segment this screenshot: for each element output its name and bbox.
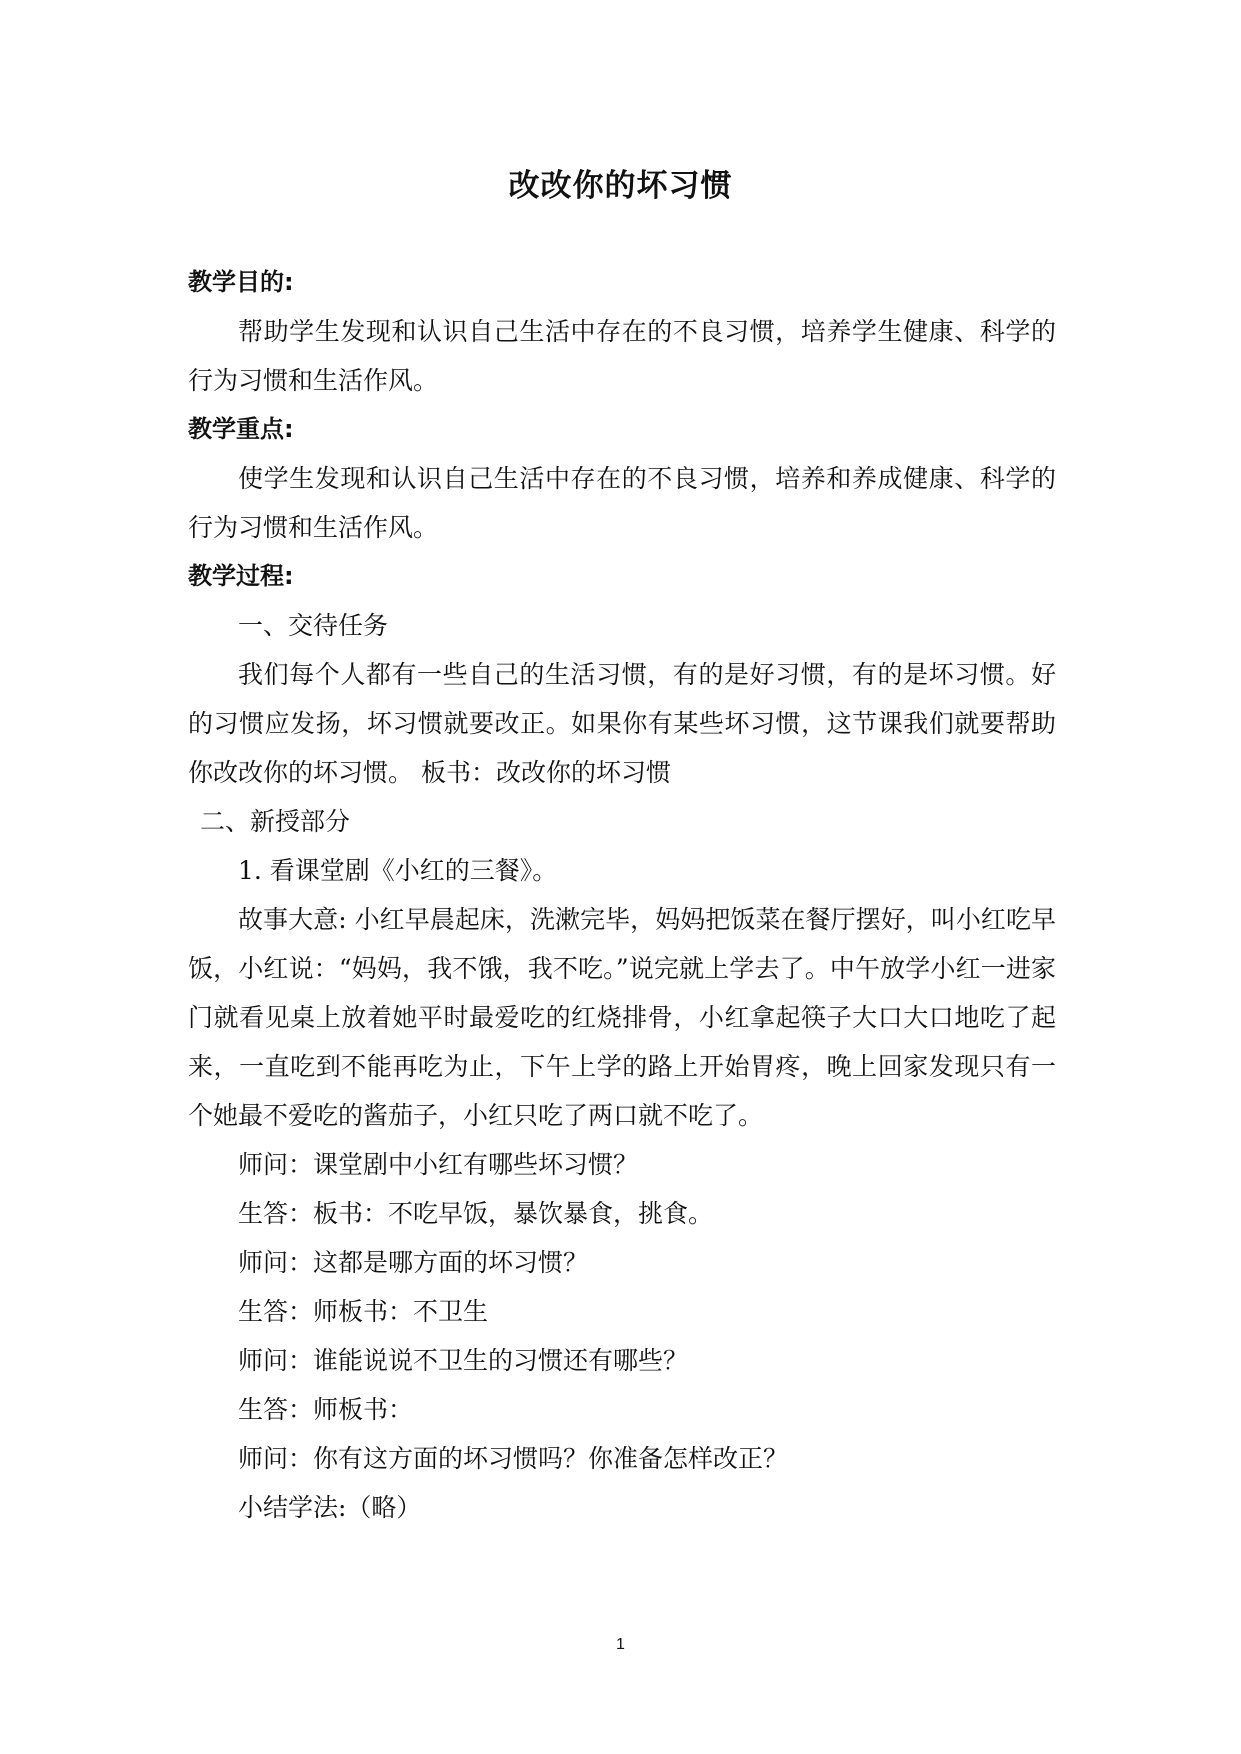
process-heading: 教学过程: [188,562,294,590]
story-text: 故事大意: 小红早晨起床，洗漱完毕，妈妈把饭菜在餐厅摆好，叫小红吃早饭，小红说：“妈妈，我不饿，我不吃。”说完就上学去了。中午放学小红一进家门就看见桌上放着她平时最爱吃的红烧排骨，小红拿起筷子大口大口地吃了起来，一直吃到不能再吃为止，下午上学的路上开始胃疼，晚上回家发现只有一个她最不爱吃的酱茄子，小红只吃了两口就不吃了。 [188,905,1056,1130]
objectives-heading: 教学目的: [188,268,294,296]
key-points-text: 使学生发现和认识自己生活中存在的不良习惯，培养和养成健康、科学的行为习惯和生活作风。 [188,464,1056,542]
dialogue-line: 师问：课堂剧中小红有哪些坏习惯？ [238,1150,639,1179]
document-body [188,258,1056,1532]
objectives-text: 帮助学生发现和认识自己生活中存在的不良习惯，培养学生健康、科学的行为习惯和生活作风。 [188,317,1056,395]
part1-text: 我们每个人都有一些自己的生活习惯，有的是好习惯，有的是坏习惯。好的习惯应发扬，坏习惯就要改正。如果你有某些坏习惯，这节课我们就要帮助你改改你的坏习惯。 板书：改改你的坏习惯 [188,660,1056,787]
dialogue-line: 师问：你有这方面的坏习惯吗？你准备怎样改正？ [238,1444,789,1473]
document-title: 改改你的坏习惯 [508,168,733,204]
dialogue-line: 师问：谁能说说不卫生的习惯还有哪些？ [238,1346,689,1375]
item1-title: 1. 看课堂剧《小红的三餐》。 [238,856,558,885]
key-points-heading: 教学重点: [188,415,294,443]
summary-line: 小结学法:（略） [238,1493,422,1522]
dialogue-line: 生答：师板书： [238,1395,414,1424]
part1-title: 一、交待任务 [238,611,389,640]
dialogue-line: 生答：板书：不吃早饭，暴饮暴食，挑食。 [238,1199,714,1228]
part2-title: 二、新授部分 [200,807,351,836]
dialogue-line: 师问：这都是哪方面的坏习惯？ [238,1248,589,1277]
dialogue-line: 生答：师板书：不卫生 [238,1297,489,1326]
page-number: 1 [616,1636,625,1653]
